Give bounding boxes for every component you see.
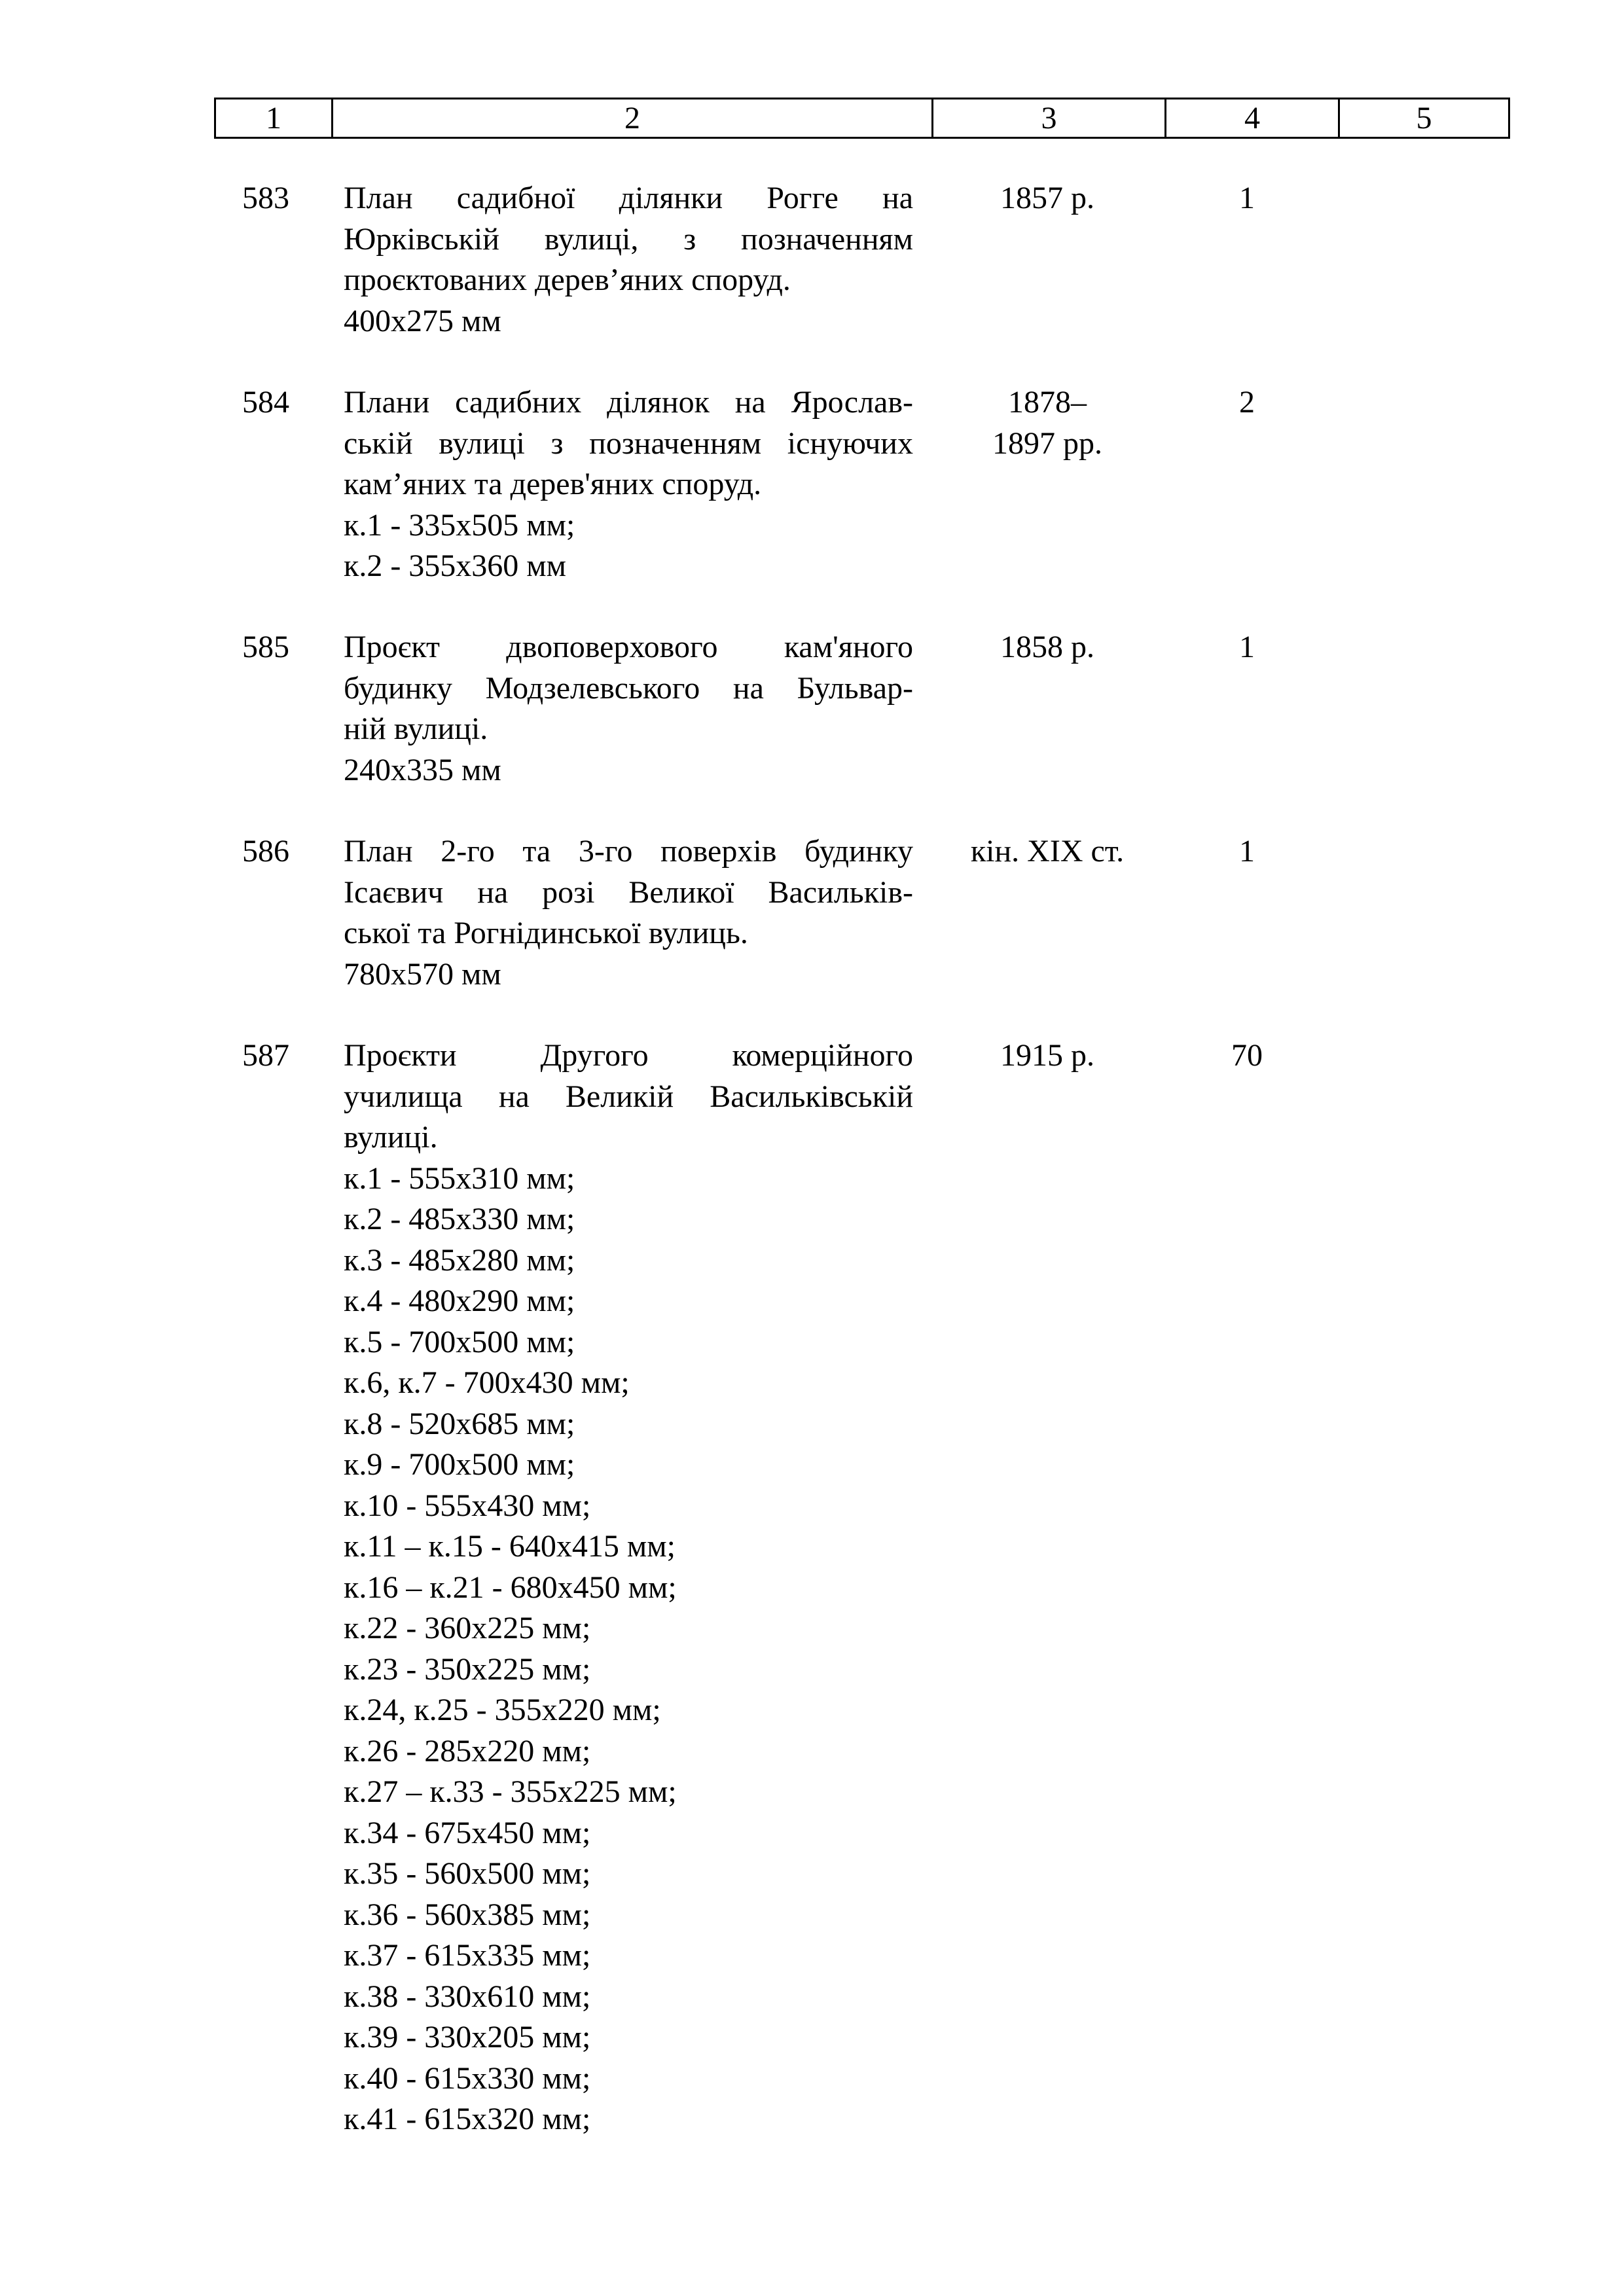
description-line: к.26 - 285х220 мм; xyxy=(344,1733,591,1768)
description-line: к.5 - 700х500 мм; xyxy=(344,1324,575,1359)
description-line: 400х275 мм xyxy=(344,303,501,338)
entry-quantity: 2 xyxy=(1239,385,1255,420)
description-line: к.40 - 615х330 мм; xyxy=(344,2060,591,2096)
description-line: к.11 – к.15 - 640х415 мм; xyxy=(344,1529,676,1564)
entry-quantity: 1 xyxy=(1239,181,1255,215)
description-line: План садибної ділянки Рогге на xyxy=(344,181,913,215)
header-col-2: 2 xyxy=(331,99,931,137)
date-line: 1897 рр. xyxy=(992,425,1102,461)
entry-date xyxy=(929,382,1165,464)
description-line: к.2 - 485х330 мм; xyxy=(344,1202,575,1236)
description-line: ній вулиці. xyxy=(344,711,488,746)
description-line: к.3 - 485х280 мм; xyxy=(344,1242,575,1278)
description-line: Проєкт двоповерхового кам'яного xyxy=(344,630,913,664)
description-line: к.1 - 335х505 мм; xyxy=(344,507,575,543)
date-line: 1857 р. xyxy=(1000,181,1094,215)
entry-date xyxy=(929,1035,1165,1077)
header-col-3: 3 xyxy=(931,99,1164,137)
description-line: к.27 – к.33 - 355х225 мм; xyxy=(344,1774,677,1809)
entry-quantity: 70 xyxy=(1231,1038,1263,1073)
entry-number: 585 xyxy=(242,630,289,664)
description-line: Ісаєвич на розі Великої Васильків- xyxy=(344,874,913,910)
entry-description xyxy=(344,382,913,587)
description-line: к.22 - 360х225 мм; xyxy=(344,1611,591,1645)
description-line: ській вулиці з позначенням існуючих xyxy=(344,425,913,461)
entry-date xyxy=(929,178,1165,219)
entry-quantity: 1 xyxy=(1239,834,1255,869)
description-line: к.38 - 330х610 мм; xyxy=(344,1979,591,2014)
description-line: к.16 – к.21 - 680х450 мм; xyxy=(344,1570,677,1605)
description-line: к.35 - 560х500 мм; xyxy=(344,1856,591,1891)
description-line: к.34 - 675х450 мм; xyxy=(344,1815,591,1850)
table-header-row xyxy=(214,98,1510,139)
description-line: кам’яних та дерев'яних споруд. xyxy=(344,467,762,501)
description-line: к.39 - 330х205 мм; xyxy=(344,2020,591,2054)
description-line: к.8 - 520х685 мм; xyxy=(344,1406,575,1441)
entry-description xyxy=(344,178,913,342)
description-line: Плани садибних ділянок на Ярослав- xyxy=(344,385,913,420)
date-line: кін. ХІХ ст. xyxy=(970,834,1125,869)
entry-description xyxy=(344,627,913,791)
header-col-1: 1 xyxy=(266,101,281,135)
description-line: к.1 - 555х310 мм; xyxy=(344,1160,575,1196)
description-line: к.23 - 350х225 мм; xyxy=(344,1651,591,1687)
entry-description xyxy=(344,831,913,995)
entry-number: 587 xyxy=(242,1038,289,1073)
description-line: к.9 - 700х500 мм; xyxy=(344,1447,575,1482)
description-line: Проєкти Другого комерційного xyxy=(344,1038,913,1073)
entry-number: 586 xyxy=(242,834,289,869)
description-line: План 2-го та 3-го поверхів будинку xyxy=(344,834,913,869)
description-line: вулиці. xyxy=(344,1120,438,1155)
description-line: к.41 - 615х320 мм; xyxy=(344,2102,591,2136)
entry-date xyxy=(929,831,1165,872)
description-line: к.24, к.25 - 355х220 мм; xyxy=(344,1693,661,1727)
entry-number: 584 xyxy=(242,385,289,420)
description-line: к.4 - 480х290 мм; xyxy=(344,1283,575,1318)
entry-number: 583 xyxy=(242,181,289,215)
description-line: 780х570 мм xyxy=(344,956,501,992)
description-line: к.6, к.7 - 700х430 мм; xyxy=(344,1365,630,1400)
description-line: Юрківській вулиці, з позначенням xyxy=(344,221,913,257)
description-line: проєктованих дерев’яних споруд. xyxy=(344,262,791,297)
date-line: 1858 р. xyxy=(1000,630,1094,664)
description-line: 240х335 мм xyxy=(344,752,501,787)
header-col-4: 4 xyxy=(1164,99,1338,137)
entry-quantity: 1 xyxy=(1239,630,1255,664)
entry-date xyxy=(929,627,1165,668)
date-line: 1878– xyxy=(1008,385,1087,420)
description-line: училища на Великій Васильківській xyxy=(344,1079,913,1114)
description-line: будинку Модзелевського на Бульвар- xyxy=(344,670,913,706)
description-line: ської та Рогнідинської вулиць. xyxy=(344,916,748,950)
date-line: 1915 р. xyxy=(1000,1038,1094,1073)
entry-description xyxy=(344,1035,913,2140)
description-line: к.37 - 615х335 мм; xyxy=(344,1938,591,1973)
description-line: к.10 - 555х430 мм; xyxy=(344,1488,591,1523)
header-col-5: 5 xyxy=(1338,99,1508,137)
description-line: к.2 - 355х360 мм xyxy=(344,548,567,583)
description-line: к.36 - 560х385 мм; xyxy=(344,1897,591,1932)
